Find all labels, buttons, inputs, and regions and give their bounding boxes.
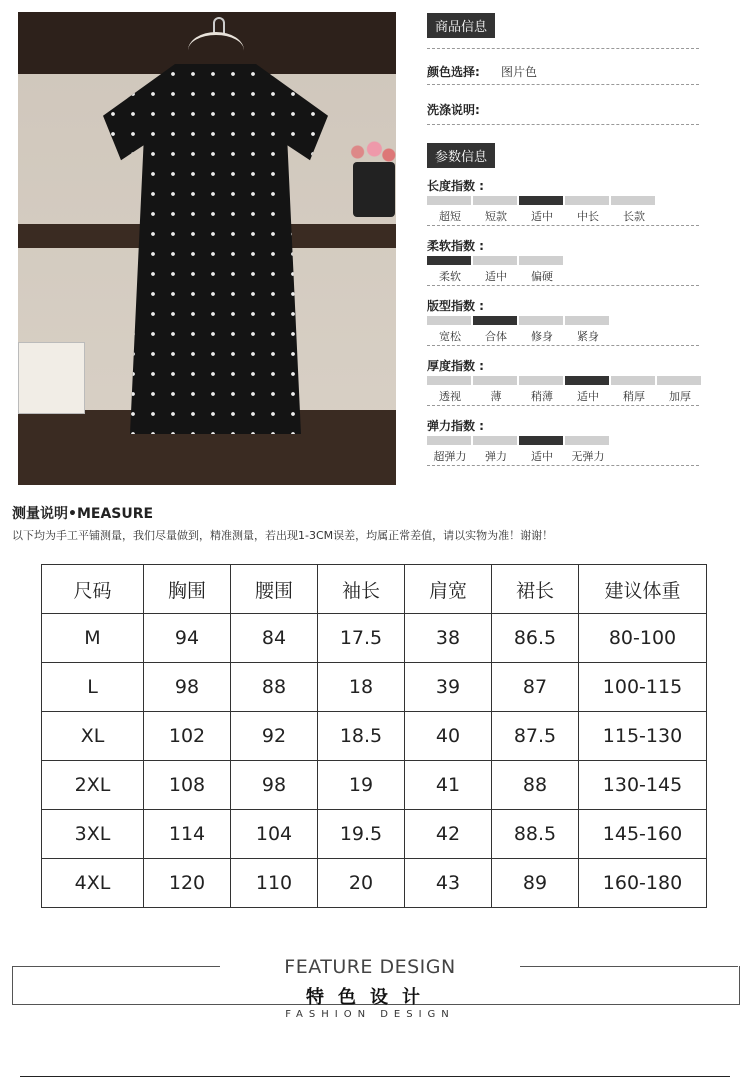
table-cell: 108 [144,761,231,810]
param-option: 加厚 [669,390,691,403]
bottom-divider [20,1076,730,1077]
table-header-cell: 袖长 [318,565,405,614]
table-header-cell: 建议体重 [579,565,707,614]
table-header-cell: 裙长 [492,565,579,614]
divider [427,84,699,85]
param-option: 长款 [623,210,645,223]
table-cell: 86.5 [492,614,579,663]
measure-note: 以下均为手工平铺测量，我们尽量做到，精准测量，若出现1-3CM误差，均属正常差值，请以实物为准！谢谢！ [12,529,554,542]
table-cell: 120 [144,859,231,908]
table-cell: 2XL [42,761,144,810]
color-value: 图片色 [501,65,538,79]
table-cell: 39 [405,663,492,712]
param-option: 合体 [485,330,507,343]
table-cell: 100-115 [579,663,707,712]
table-cell: 92 [231,712,318,761]
table-row [42,859,707,908]
param-option: 适中 [531,210,553,223]
param-option: 短款 [485,210,507,223]
param-bar [427,316,471,325]
table-cell: 88 [492,761,579,810]
table-cell: 87 [492,663,579,712]
table-cell: 89 [492,859,579,908]
table-row [42,761,707,810]
params-tag: 参数信息 [427,143,495,168]
table-cell: 104 [231,810,318,859]
shoe-box [18,342,85,414]
table-cell: 160-180 [579,859,707,908]
color-label: 颜色选择: [427,65,480,79]
table-cell: 38 [405,614,492,663]
param-bar [611,376,655,385]
param-option: 薄 [490,390,502,403]
table-row [42,614,707,663]
divider [427,285,699,286]
table-cell: 98 [231,761,318,810]
param-option: 超弹力 [433,450,467,463]
handbag [353,162,395,217]
measure-title: 测量说明•MEASURE [12,506,154,522]
param-bar [473,256,517,265]
table-cell: 80-100 [579,614,707,663]
table-cell: 87.5 [492,712,579,761]
table-cell: 88 [231,663,318,712]
param-bar [519,376,563,385]
param-bar [473,376,517,385]
product-photo [18,12,396,485]
param-label: 版型指数 : [427,299,484,313]
param-bar [565,436,609,445]
table-header-cell: 肩宽 [405,565,492,614]
divider [427,48,699,49]
param-option: 弹力 [485,450,507,463]
table-cell: 115-130 [579,712,707,761]
param-label: 厚度指数 : [427,359,484,373]
param-bar [473,196,517,205]
param-option: 偏硬 [531,270,553,283]
table-cell: 43 [405,859,492,908]
table-cell: 102 [144,712,231,761]
param-option: 稍厚 [623,390,645,403]
table-cell: 145-160 [579,810,707,859]
table-cell: 4XL [42,859,144,908]
divider [427,124,699,125]
table-cell: 3XL [42,810,144,859]
param-label: 长度指数 : [427,179,484,193]
param-option: 宽松 [439,330,461,343]
param-bar [519,436,563,445]
feature-line-left [12,966,220,967]
param-bar [427,256,471,265]
divider [427,465,699,466]
table-cell: 41 [405,761,492,810]
table-header-cell: 尺码 [42,565,144,614]
param-bar [565,376,609,385]
table-cell: XL [42,712,144,761]
table-row [42,663,707,712]
param-bar [657,376,701,385]
param-option: 中长 [577,210,599,223]
param-option: 紧身 [577,330,599,343]
param-option: 稍薄 [531,390,553,403]
table-header-cell: 腰围 [231,565,318,614]
table-cell: 98 [144,663,231,712]
divider [427,345,699,346]
param-bar [519,196,563,205]
product-info-tag: 商品信息 [427,13,495,38]
param-bar [565,316,609,325]
table-cell: 88.5 [492,810,579,859]
table-cell: L [42,663,144,712]
param-bar [427,436,471,445]
param-option: 超短 [439,210,461,223]
table-cell: 84 [231,614,318,663]
table-cell: 40 [405,712,492,761]
wash-label: 洗涤说明: [427,103,480,117]
table-cell: 130-145 [579,761,707,810]
table-cell: 114 [144,810,231,859]
param-bar [473,316,517,325]
polka-dot-dress [103,64,328,434]
param-label: 弹力指数 : [427,419,484,433]
param-option: 适中 [485,270,507,283]
table-row [42,712,707,761]
table-cell: 17.5 [318,614,405,663]
param-bar [519,256,563,265]
param-bar [427,376,471,385]
table-cell: 19.5 [318,810,405,859]
divider [427,405,699,406]
feature-line-right [520,966,738,967]
table-cell: 42 [405,810,492,859]
param-option: 修身 [531,330,553,343]
table-cell: 110 [231,859,318,908]
param-label: 柔软指数 : [427,239,484,253]
param-bar [473,436,517,445]
param-option: 柔软 [439,270,461,283]
feature-title-en: FEATURE DESIGN [220,956,520,978]
param-bar [519,316,563,325]
feature-title-cn: 特色设计 [306,987,434,1008]
table-header-row [42,565,707,614]
param-option: 适中 [577,390,599,403]
param-option: 透视 [439,390,461,403]
param-bar [565,196,609,205]
table-cell: 18.5 [318,712,405,761]
table-cell: 18 [318,663,405,712]
table-cell: 19 [318,761,405,810]
param-option: 无弹力 [571,450,605,463]
table-row [42,810,707,859]
table-cell: 94 [144,614,231,663]
param-bar [427,196,471,205]
table-cell: 20 [318,859,405,908]
divider [427,225,699,226]
table-cell: M [42,614,144,663]
feature-subtitle: FASHION DESIGN [285,1009,455,1020]
param-option: 适中 [531,450,553,463]
param-bar [611,196,655,205]
hanger [188,32,244,69]
size-table [41,564,707,908]
table-header-cell: 胸围 [144,565,231,614]
